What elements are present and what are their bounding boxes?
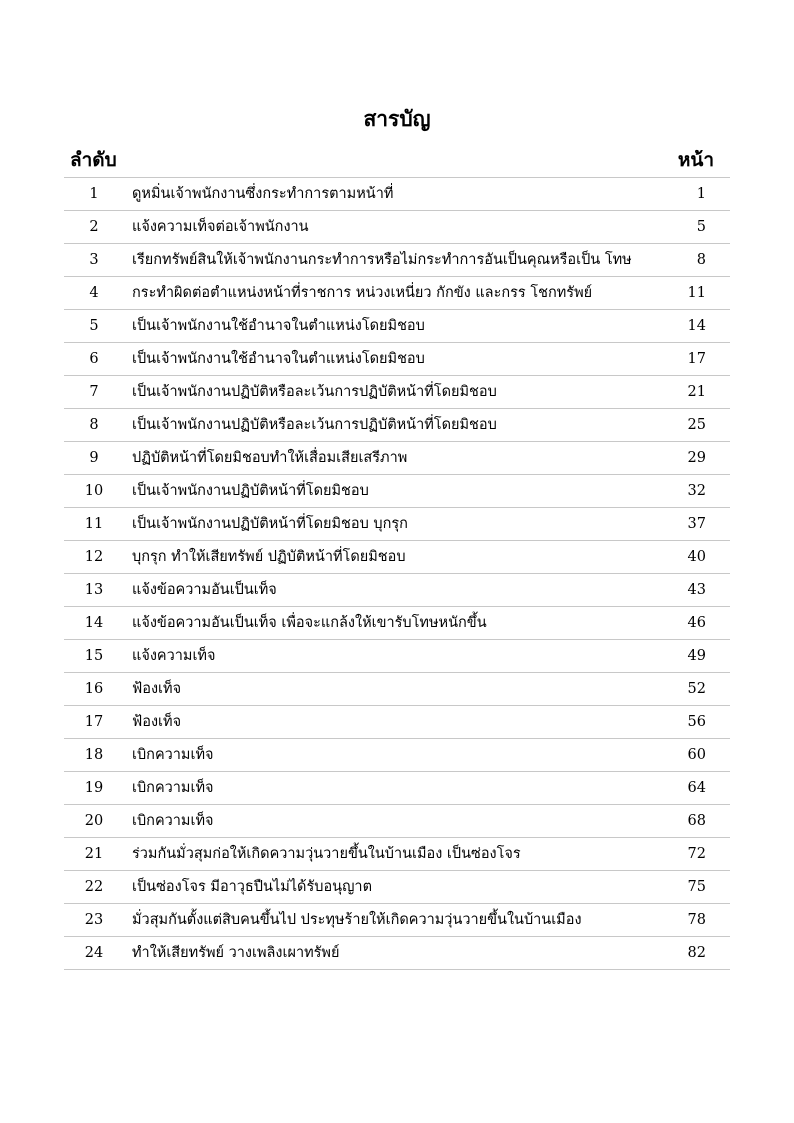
entry-title: ปฏิบัติหน้าที่โดยมิชอบทำให้เสื่อมเสียเสรีภาพ (132, 450, 408, 466)
entry-number: 12 (84, 549, 104, 565)
toc-entry (64, 574, 730, 607)
toc-entry (64, 376, 730, 409)
entry-page-number: 49 (687, 648, 706, 664)
entry-number: 14 (84, 615, 104, 631)
entry-page-number: 5 (696, 219, 706, 235)
entry-page-number: 1 (696, 186, 706, 202)
entry-title: เบิกความเท็จ (132, 813, 214, 829)
entry-page-number: 8 (696, 252, 706, 268)
toc-entry (64, 211, 730, 244)
page-column-header: หน้า (677, 149, 714, 171)
entry-number: 15 (84, 648, 104, 664)
entry-number: 9 (89, 450, 99, 466)
order-column-header: ลำดับ (70, 149, 117, 171)
toc-entry (64, 343, 730, 376)
entry-page-number: 40 (687, 549, 706, 565)
entry-title: มั่วสุมกันตั้งแต่สิบคนขึ้นไป ประทุษร้ายให้เกิดความวุ่นวายขึ้นในบ้านเมือง (132, 912, 582, 928)
toc-entry (64, 739, 730, 772)
entry-title: เบิกความเท็จ (132, 780, 214, 796)
entry-number: 5 (89, 318, 99, 334)
entry-number: 10 (84, 483, 104, 499)
entry-number: 24 (84, 945, 104, 961)
entry-number: 21 (84, 846, 104, 862)
entry-number: 19 (84, 780, 104, 796)
entry-page-number: 29 (687, 450, 706, 466)
entry-page-number: 75 (687, 879, 706, 895)
toc-entry (64, 310, 730, 343)
entry-page-number: 72 (687, 846, 706, 862)
toc-entry (64, 409, 730, 442)
toc-entry (64, 904, 730, 937)
entry-page-number: 78 (687, 912, 706, 928)
toc-entry (64, 871, 730, 904)
entry-title: แจ้งความเท็จ (132, 648, 216, 664)
entry-number: 16 (84, 681, 104, 697)
entry-number: 6 (89, 351, 99, 367)
entry-page-number: 25 (687, 417, 706, 433)
entry-page-number: 46 (687, 615, 706, 631)
entry-title: ดูหมิ่นเจ้าพนักงานซึ่งกระทำการตามหน้าที่ (132, 186, 394, 202)
entry-title: ฟ้องเท็จ (132, 714, 182, 730)
entry-page-number: 64 (687, 780, 706, 796)
toc-entry (64, 475, 730, 508)
toc-entry (64, 277, 730, 310)
toc-entry (64, 937, 730, 970)
entry-page-number: 37 (687, 516, 706, 532)
entry-number: 7 (89, 384, 99, 400)
entry-title: เป็นเจ้าพนักงานปฏิบัติหน้าที่โดยมิชอบ (132, 483, 369, 499)
entry-number: 1 (89, 186, 99, 202)
toc-entry (64, 541, 730, 574)
toc-list (64, 177, 730, 970)
toc-header (64, 143, 730, 177)
entry-number: 2 (89, 219, 99, 235)
entry-page-number: 11 (687, 285, 706, 301)
entry-page-number: 60 (687, 747, 706, 763)
entry-title: บุกรุก ทำให้เสียทรัพย์ ปฏิบัติหน้าที่โดยมิชอบ (132, 549, 406, 565)
entry-title: แจ้งข้อความอันเป็นเท็จ เพื่อจะแกล้งให้เขารับโทษหนักขึ้น (132, 615, 487, 631)
entry-number: 23 (84, 912, 104, 928)
entry-page-number: 82 (687, 945, 706, 961)
entry-number: 22 (84, 879, 104, 895)
entry-title: เป็นซ่องโจร มีอาวุธปืนไม่ได้รับอนุญาต (132, 879, 372, 895)
toc-entry (64, 178, 730, 211)
toc-entry (64, 607, 730, 640)
toc-entry (64, 508, 730, 541)
toc-entry (64, 673, 730, 706)
entry-number: 4 (89, 285, 99, 301)
toc-entry (64, 640, 730, 673)
toc-entry (64, 838, 730, 871)
entry-title: เป็นเจ้าพนักงานใช้อำนาจในตำแหน่งโดยมิชอบ (132, 318, 425, 334)
entry-page-number: 56 (687, 714, 706, 730)
toc-entry (64, 244, 730, 277)
toc-entry (64, 706, 730, 739)
entry-page-number: 52 (687, 681, 706, 697)
toc-entry (64, 805, 730, 838)
entry-title: ทำให้เสียทรัพย์ วางเพลิงเผาทรัพย์ (132, 945, 340, 961)
entry-number: 8 (89, 417, 99, 433)
entry-title: แจ้งความเท็จต่อเจ้าพนักงาน (132, 219, 309, 235)
entry-page-number: 43 (687, 582, 706, 598)
entry-title: เป็นเจ้าพนักงานปฏิบัติหน้าที่โดยมิชอบ บุกรุก (132, 516, 408, 532)
toc-entry (64, 772, 730, 805)
entry-number: 11 (84, 516, 104, 532)
entry-title: ร่วมกันมั่วสุมก่อให้เกิดความวุ่นวายขึ้นในบ้านเมือง เป็นซ่องโจร (132, 846, 521, 862)
entry-number: 20 (84, 813, 104, 829)
entry-page-number: 32 (687, 483, 706, 499)
entry-number: 17 (84, 714, 104, 730)
entry-title: กระทำผิดต่อตำแหน่งหน้าที่ราชการ หน่วงเหนี่ยว กักขัง และกรร โชกทรัพย์ (132, 285, 593, 301)
entry-page-number: 14 (687, 318, 706, 334)
entry-title: ฟ้องเท็จ (132, 681, 182, 697)
page-title: สารบัญ (363, 106, 431, 131)
entry-number: 13 (84, 582, 104, 598)
entry-number: 18 (84, 747, 104, 763)
entry-title: เป็นเจ้าพนักงานใช้อำนาจในตำแหน่งโดยมิชอบ (132, 351, 425, 367)
entry-page-number: 68 (687, 813, 706, 829)
entry-number: 3 (89, 252, 99, 268)
entry-page-number: 21 (687, 384, 706, 400)
entry-title: เบิกความเท็จ (132, 747, 214, 763)
entry-title: แจ้งข้อความอันเป็นเท็จ (132, 582, 277, 598)
entry-title: เป็นเจ้าพนักงานปฏิบัติหรือละเว้นการปฏิบัติหน้าที่โดยมิชอบ (132, 417, 497, 433)
entry-title: เรียกทรัพย์สินให้เจ้าพนักงานกระทำการหรือไม่กระทำการอันเป็นคุณหรือเป็น โทษ (132, 252, 632, 268)
entry-page-number: 17 (687, 351, 706, 367)
toc-entry (64, 442, 730, 475)
entry-title: เป็นเจ้าพนักงานปฏิบัติหรือละเว้นการปฏิบัติหน้าที่โดยมิชอบ (132, 384, 497, 400)
